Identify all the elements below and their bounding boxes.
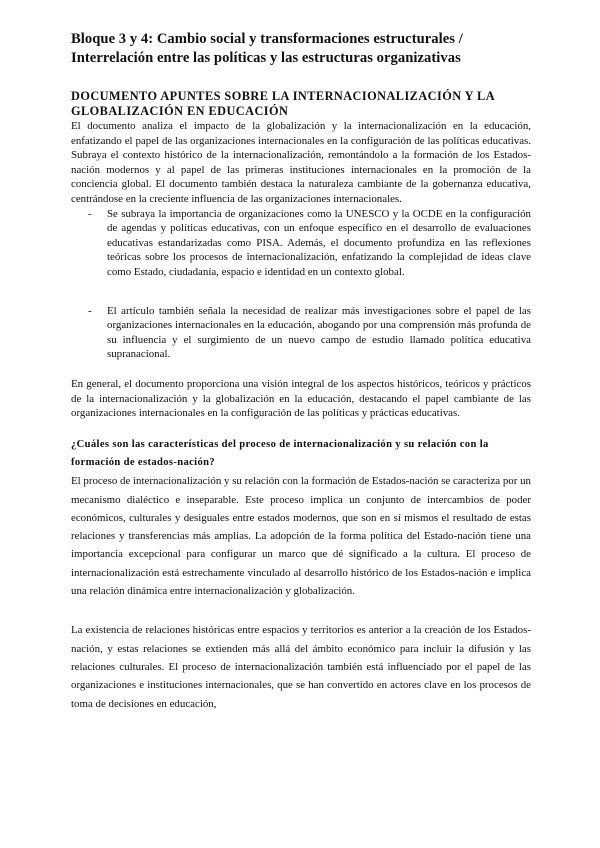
page-title xyxy=(71,30,531,68)
title-line-1: Bloque 3 y 4: Cambio social y transformaciones estructurales / xyxy=(71,31,463,47)
spacer xyxy=(71,421,531,436)
bullet-text: Se subraya la importancia de organizaciones como la UNESCO y la OCDE en la configuración de agendas y políticas educativas, con un enfoque específico en el desarrollo de evaluaciones educativas estandarizadas como PISA. Además, el documento profundiza en las reflexiones teóricas sobre los procesos de internacionalización, enfatizando la complejidad de ideas clave como Estado, ciudadanía, espacio e identidad en un contexto global. xyxy=(107,207,531,278)
answer-paragraph-1: El proceso de internacionalización y su relación con la formación de Estados-nación se caracteriza por un mecanismo dialéctico e inseparable. Este proceso implica un conjunto de intercambios de poder económicos, culturales y desiguales entre estados modernos, que son en sí mismos el resultado de estas relaciones y transferencias más amplias. La adopción de la forma política del Estado-nación tiene una importancia excepcional para configurar un marco que dé significado a la cultura. El proceso de internacionalización está estrechamente vinculado al desarrollo histórico de los Estados-nación e implica una relación dinámica entre internacionalización y globalización. xyxy=(71,475,531,598)
section-heading-line-1: DOCUMENTO APUNTES SOBRE LA INTERNACIONALIZACIÓN Y LA xyxy=(71,89,496,103)
question-heading: ¿Cuáles son las características del proceso de internacionalización y su relación con la formación de estados-nación? xyxy=(71,438,489,468)
spacer xyxy=(71,600,531,621)
bullet-spacer xyxy=(71,280,531,304)
intro-paragraph: El documento analiza el impacto de la globalización y la internacionalización en la educación, enfatizando el papel de las organizaciones internacionales en la configuración de las políticas educativas. Subraya el contexto histórico de la internacionalización, remontándolo a la formación de los Estados-nación modernos y al papel de las primeras instituciones internacionales en la promoción de la conciencia global. El documento también destaca la naturaleza cambiante de la gobernanza educativa, centrándose en la creciente influencia de las organizaciones internacionales. xyxy=(71,120,531,205)
summary-paragraph: En general, el documento proporciona una visión integral de los aspectos históricos, teóricos y prácticos de la internacionalización y la globalización en la educación, destacando el papel cambiante de las organizaciones internacionales en la configuración de las políticas y prácticas educativas. xyxy=(71,377,531,420)
spacer xyxy=(71,362,531,377)
section-heading xyxy=(71,89,531,119)
bullet-dash: - xyxy=(88,304,92,317)
title-line-2: Interrelación entre las políticas y las estructuras organizativas xyxy=(71,50,461,66)
bullet-item xyxy=(71,207,531,280)
bullet-item xyxy=(71,304,531,362)
bullet-list xyxy=(71,207,531,362)
bullet-text: El artículo también señala la necesidad de realizar más investigaciones sobre el papel de las organizaciones internacionales en la educación, abogando por una comprensión más profunda de su influencia y el surgimiento de un nuevo campo de estudio llamado política educativa supranacional. xyxy=(107,304,531,361)
section-heading-line-2: GLOBALIZACIÓN EN EDUCACIÓN xyxy=(71,104,289,118)
answer-paragraph-2: La existencia de relaciones históricas entre espacios y territorios es anterior a la creación de los Estados-nación, y estas relaciones se extienden más allá del ámbito económico para incluir la difusión y las relaciones culturales. El proceso de internacionalización también está influenciado por el papel de las organizaciones e instituciones internacionales, que se han convertido en actores clave en los procesos de toma de decisiones en educación, xyxy=(71,624,531,710)
bullet-dash: - xyxy=(88,207,92,220)
document-page xyxy=(71,30,531,713)
